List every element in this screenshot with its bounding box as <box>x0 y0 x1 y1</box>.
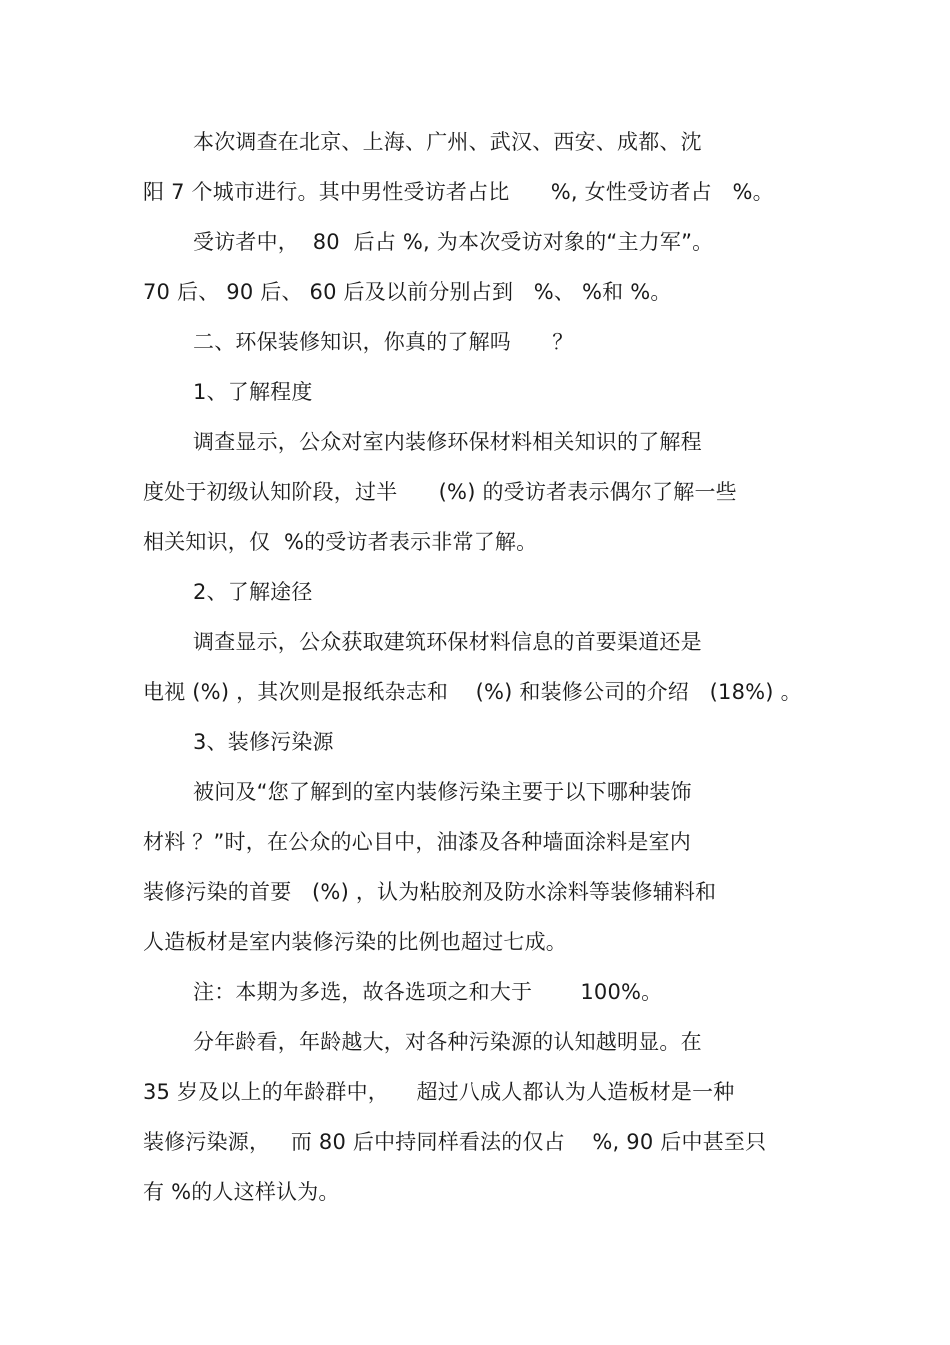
paragraph-line: 70 后、 90 后、 60 后及以前分别占到 %、 %和 %。 <box>143 280 672 304</box>
paragraph-line: 电视 (%) ，其次则是报纸杂志和 (%) 和装修公司的介绍 (18%) 。 <box>143 680 802 704</box>
subsection-heading: 3、装修污染源 <box>193 730 334 754</box>
section-heading: 二、环保装修知识，你真的了解吗 ？ <box>193 330 574 354</box>
paragraph-line: 度处于初级认知阶段，过半 (%) 的受访者表示偶尔了解一些 <box>143 480 737 504</box>
subsection-heading: 2、了解途径 <box>193 580 313 604</box>
paragraph-line: 人造板材是室内装修污染的比例也超过七成。 <box>143 930 567 954</box>
paragraph-line: 35 岁及以上的年龄群中， 超过八成人都认为人造板材是一种 <box>143 1080 735 1104</box>
paragraph-line: 本次调查在北京、上海、广州、武汉、西安、成都、沈 <box>193 130 702 154</box>
paragraph-line: 装修污染的首要 (%) ，认为粘胶剂及防水涂料等装修辅料和 <box>143 880 717 904</box>
paragraph-line: 调查显示，公众获取建筑环保材料信息的首要渠道还是 <box>193 630 702 654</box>
paragraph-line: 分年龄看，年龄越大，对各种污染源的认知越明显。在 <box>193 1030 702 1054</box>
subsection-heading: 1、了解程度 <box>193 380 313 404</box>
paragraph-line: 相关知识，仅 %的受访者表示非常了解。 <box>143 530 538 554</box>
paragraph-line: 受访者中， 80 后占 %, 为本次受访对象的“主力军”。 <box>193 230 714 254</box>
paragraph-line: 有 %的人这样认为。 <box>143 1180 340 1204</box>
paragraph-line: 材料 ？”时，在公众的心目中，油漆及各种墙面涂料是室内 <box>143 830 691 854</box>
paragraph-line: 装修污染源， 而 80 后中持同样看法的仅占 %, 90 后中甚至只 <box>143 1130 767 1154</box>
note-line: 注：本期为多选，故各选项之和大于 100%。 <box>193 980 663 1004</box>
paragraph-line: 调查显示，公众对室内装修环保材料相关知识的了解程 <box>193 430 702 454</box>
paragraph-line: 被问及“您了解到的室内装修污染主要于以下哪种装饰 <box>193 780 692 804</box>
paragraph-line: 阳 7 个城市进行。其中男性受访者占比 %, 女性受访者占 %。 <box>143 180 774 204</box>
